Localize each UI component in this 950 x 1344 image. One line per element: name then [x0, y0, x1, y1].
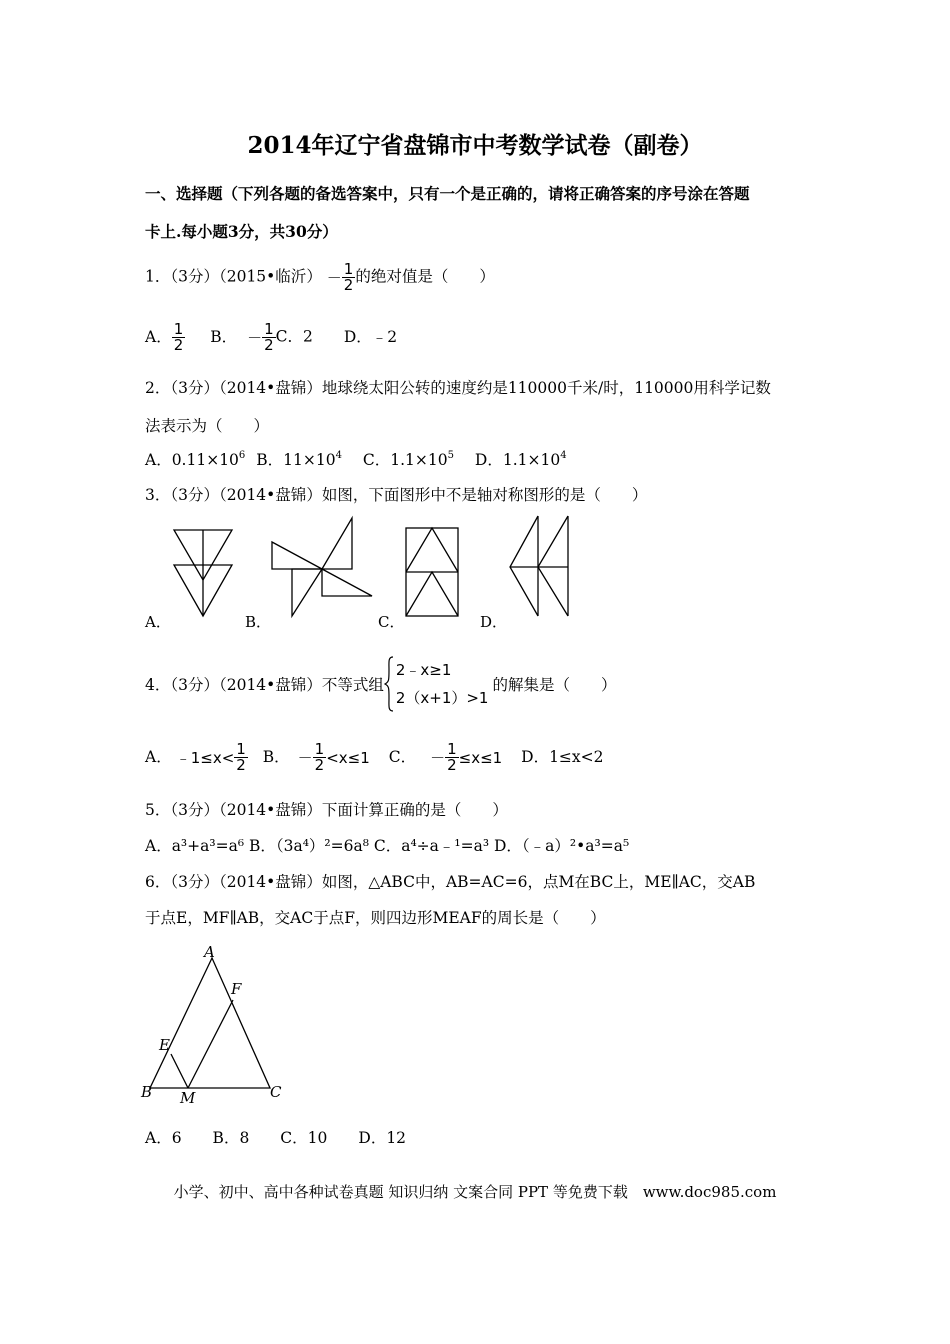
q4-option-b: B． － $\frac{1}{2}$ <x≤1 [262, 740, 370, 774]
q4-prefix: 4．（3分）（2014•盘锦）不等式组 [145, 676, 384, 694]
question-6-line1: 6．（3分）（2014•盘锦）如图，△ABC中，AB=AC=6，点M在BC上，ME∥AC，交AB [145, 873, 756, 891]
q3-figures [160, 512, 600, 620]
question-2-line1: 2．（3分）（2014•盘锦）地球绕太阳公转的速度约是110000千米/时，110000用科学记数 [145, 379, 771, 397]
q1-option-d: D．﹣2 [343, 327, 398, 346]
q4-options [145, 742, 604, 773]
q1-option-b: B． － $\frac{1}{2}$ [210, 320, 274, 354]
q4-option-a: A． ﹣1≤x< $\frac{1}{2}$ [145, 740, 246, 774]
question-2-line2: 法表示为（ ） [145, 417, 270, 435]
q2-options [145, 448, 567, 470]
section-heading-line1: 一、选择题（下列各题的备选答案中，只有一个是正确的，请将正确答案的序号涂在答题 [145, 184, 750, 203]
q4-inequality-1: 2﹣x≥1 [395, 661, 452, 679]
figure-d-label: D． [480, 613, 508, 631]
figure-d [510, 516, 568, 616]
figure-c [406, 528, 458, 616]
brace-icon [384, 656, 394, 712]
q4-inequality-system [384, 656, 489, 712]
figure-c-label: C． [378, 613, 405, 631]
question-6-line2: 于点E，MF∥AB，交AC于点F，则四边形MEAF的周长是（ ） [145, 909, 606, 927]
point-f-label: F [231, 980, 242, 998]
question-3: 3．（3分）（2014•盘锦）如图，下面图形中不是轴对称图形的是（ ） [145, 486, 648, 504]
q2-option-d: D．$1.1\times 10^4$ [474, 450, 567, 469]
question-1 [145, 262, 495, 293]
point-b-label: B [141, 1083, 153, 1101]
q4-option-c: C． － $\frac{1}{2}$ ≤x≤1 [388, 740, 503, 774]
q1-suffix: 的绝对值是（ ） [355, 267, 495, 286]
q1-fraction: $\frac{1}{2}$ [343, 260, 354, 294]
q1-option-c: C．2 [275, 327, 313, 346]
point-m-label: M [180, 1089, 196, 1107]
q2-option-c: C．$1.1\times 10^5$ [362, 450, 454, 469]
question-5: 5．（3分）（2014•盘锦）下面计算正确的是（ ） [145, 801, 508, 819]
figure-a-label: A． [145, 613, 171, 631]
q1-prefix: 1．（3分）（2015•临沂） [145, 267, 322, 286]
point-e-label: E [159, 1036, 170, 1054]
q4-option-d: D．1≤x<2 [521, 747, 604, 766]
figure-a [174, 530, 232, 616]
q5-options: A．a³+a³=a⁶ B．（3a⁴）²=6a⁸ C．a⁴÷a﹣¹=a³ D．（﹣a）²•a³=a⁵ [145, 837, 630, 855]
q1-minus: － [326, 269, 342, 287]
q1-options [145, 322, 397, 353]
q2-option-a: A．$0.11\times 10^6$ [145, 450, 246, 469]
q1-option-a: A． $\frac{1}{2}$ [145, 320, 184, 354]
point-a-label: A [204, 943, 215, 961]
point-c-label: C [270, 1083, 282, 1101]
page-title: 2014年辽宁省盘锦市中考数学试卷（副卷） [247, 132, 703, 159]
section-heading-line2: 卡上.每小题3分，共30分） [145, 222, 338, 241]
q4-suffix: 的解集是（ ） [492, 676, 617, 694]
figure-b-label: B． [245, 613, 272, 631]
figure-b [272, 518, 372, 616]
q2-option-b: B．$11\times 10^4$ [256, 450, 342, 469]
question-4 [145, 656, 617, 712]
q4-inequality-2: 2（x+1）>1 [395, 689, 489, 707]
page-footer: 小学、初中、高中各种试卷真题 知识归纳 文案合同 PPT 等免费下载 www.doc985.com [173, 1183, 777, 1201]
q6-options: A．6 B．8 C．10 D．12 [145, 1129, 407, 1147]
